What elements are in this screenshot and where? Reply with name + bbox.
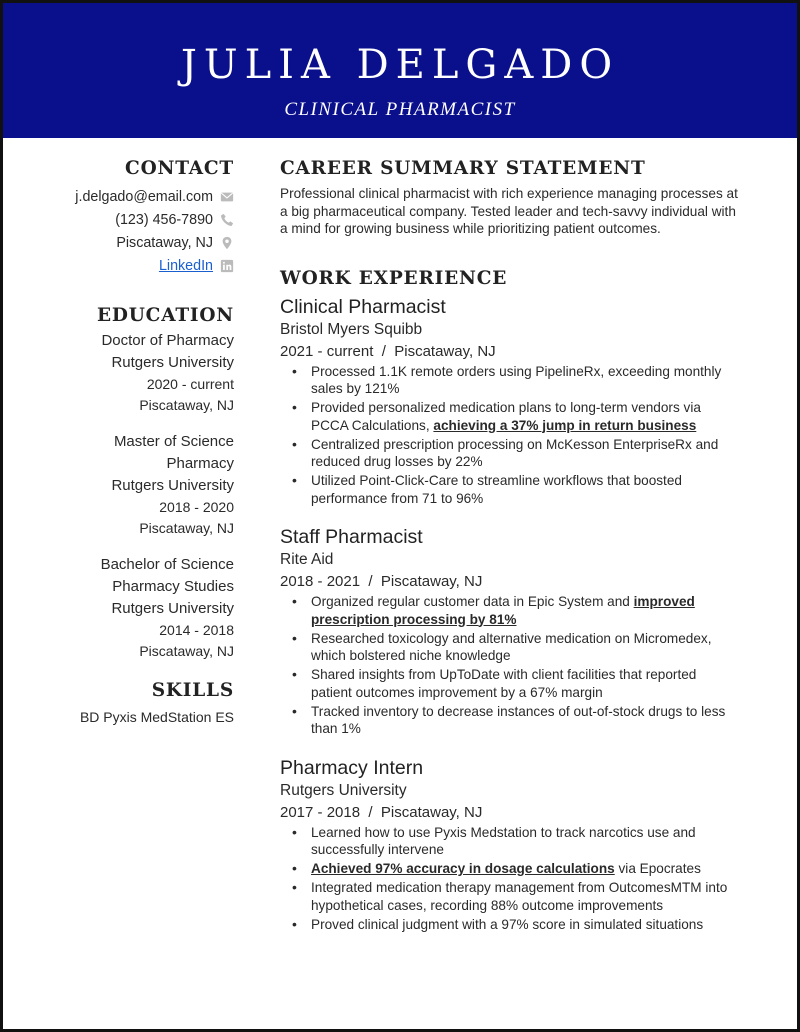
- contact-location-row: [40, 231, 234, 254]
- edu-school: Rutgers University: [111, 354, 234, 371]
- contact-phone-row: [40, 208, 234, 231]
- list-item: • Organized regular customer data in Epic System and improved prescription processing by 81%: [280, 593, 740, 628]
- job-company: Bristol Myers Squibb: [280, 320, 423, 338]
- job-dates-location: 2017 - 2018 / Piscataway, NJ: [280, 803, 483, 821]
- contact-phone: (123) 456-7890: [115, 211, 213, 228]
- list-item: • Shared insights from UpToDate with client facilities that reported patient outcomes improvement by a 67% margin: [280, 666, 740, 701]
- map-pin-icon: [220, 236, 234, 250]
- experience-heading: WORK EXPERIENCE: [280, 267, 508, 289]
- envelope-icon: [220, 190, 234, 204]
- skills-heading: SKILLS: [151, 680, 234, 701]
- list-item: • Centralized prescription processing on McKesson EnterpriseRx and reduced drug losses by 22%: [280, 436, 740, 471]
- list-item: • Proved clinical judgment with a 97% score in simulated situations: [280, 916, 740, 934]
- list-item: • Utilized Point-Click-Care to streamline workflows that boosted performance from 71 to 96%: [280, 472, 740, 507]
- linkedin-icon: [220, 259, 234, 273]
- education-list: [40, 330, 234, 662]
- job-bullets: [280, 593, 740, 738]
- education-item: [40, 330, 234, 416]
- list-item: • Processed 1.1K remote orders using PipelineRx, exceeding monthly sales by 121%: [280, 363, 740, 398]
- list-item: • Tracked inventory to decrease instances of out-of-stock drugs to less than 1%: [280, 703, 740, 738]
- job-dates: 2017 - 2018: [280, 803, 361, 821]
- job-company: Rutgers University: [280, 781, 407, 799]
- edu-dates: 2018 - 2020: [159, 499, 234, 515]
- list-item: • Provided personalized medication plans to long-term vendors via PCCA Calculations, achieving a 37% jump in return business: [280, 399, 740, 434]
- job-entry: [280, 295, 740, 508]
- education-item: [40, 554, 234, 662]
- contact-location: Piscataway, NJ: [116, 234, 213, 251]
- edu-school: Rutgers University: [111, 477, 234, 494]
- job-location: Piscataway, NJ: [380, 803, 483, 821]
- edu-degree: Master of Science: [113, 433, 234, 450]
- job-title: Clinical Pharmacist: [280, 295, 446, 318]
- job-dates: 2021 - current: [280, 342, 374, 360]
- job-company: Rite Aid: [280, 551, 334, 568]
- job-title: Staff Pharmacist: [280, 526, 423, 548]
- job-title: Pharmacy Intern: [280, 756, 424, 779]
- skill-item: BD Pyxis MedStation ES: [79, 709, 234, 725]
- list-item: • Achieved 97% accuracy in dosage calculations via Epocrates: [280, 860, 740, 878]
- job-bullets: [280, 363, 740, 508]
- candidate-title: CLINICAL PHARMACIST: [284, 99, 516, 120]
- contact-heading: CONTACT: [125, 158, 234, 179]
- job-entry: [280, 756, 740, 934]
- edu-degree: Doctor of Pharmacy: [101, 332, 234, 349]
- summary-text: Professional clinical pharmacist with rich experience managing processes at a big pharmaceutical company. Tested leader and tech-savvy individual with a mind for growing business while prioritizing patient outcomes.: [280, 186, 738, 236]
- phone-icon: [220, 213, 234, 227]
- edu-degree: Bachelor of Science: [100, 556, 234, 573]
- contact-email-row: [40, 185, 234, 208]
- left-column: [40, 158, 234, 728]
- job-dates-location: 2021 - current / Piscataway, NJ: [280, 342, 496, 360]
- edu-dates: 2020 - current: [146, 376, 234, 392]
- contact-linkedin-row: [40, 254, 234, 277]
- job-bullets: [280, 824, 740, 934]
- job-location: Piscataway, NJ: [380, 573, 483, 590]
- job-location: Piscataway, NJ: [394, 342, 496, 360]
- list-item: • Integrated medication therapy management from OutcomesMTM into hypothetical cases, recording 88% outcome improvements: [280, 879, 740, 914]
- edu-location: Piscataway, NJ: [139, 643, 234, 659]
- highlight-achievement: achieving a 37% jump in return business: [433, 417, 697, 433]
- edu-field: Pharmacy: [166, 455, 234, 472]
- linkedin-link[interactable]: LinkedIn: [158, 257, 213, 274]
- job-dates-location: 2018 - 2021 / Piscataway, NJ: [280, 573, 483, 590]
- edu-location: Piscataway, NJ: [139, 397, 234, 413]
- list-item: • Learned how to use Pyxis Medstation to track narcotics use and successfully intervene: [280, 824, 740, 859]
- edu-dates: 2014 - 2018: [159, 622, 234, 638]
- edu-field: Pharmacy Studies: [112, 578, 234, 595]
- right-column: [280, 158, 740, 935]
- candidate-name: JULIA DELGADO: [180, 42, 620, 88]
- highlight-achievement: Achieved 97% accuracy in dosage calculations: [311, 861, 615, 876]
- summary-heading: CAREER SUMMARY STATEMENT: [280, 158, 646, 179]
- highlight-achievement: improved prescription processing by 81%: [311, 594, 695, 627]
- job-entry: [280, 525, 740, 738]
- contact-email: j.delgado@email.com: [75, 188, 213, 205]
- edu-school: Rutgers University: [111, 600, 234, 617]
- list-item: • Researched toxicology and alternative medication on Micromedex, which bolstered niche knowledge: [280, 630, 740, 665]
- job-dates: 2018 - 2021: [280, 573, 361, 590]
- education-heading: EDUCATION: [97, 305, 234, 326]
- education-item: [40, 431, 234, 539]
- resume-header: [3, 3, 797, 138]
- edu-location: Piscataway, NJ: [139, 520, 234, 536]
